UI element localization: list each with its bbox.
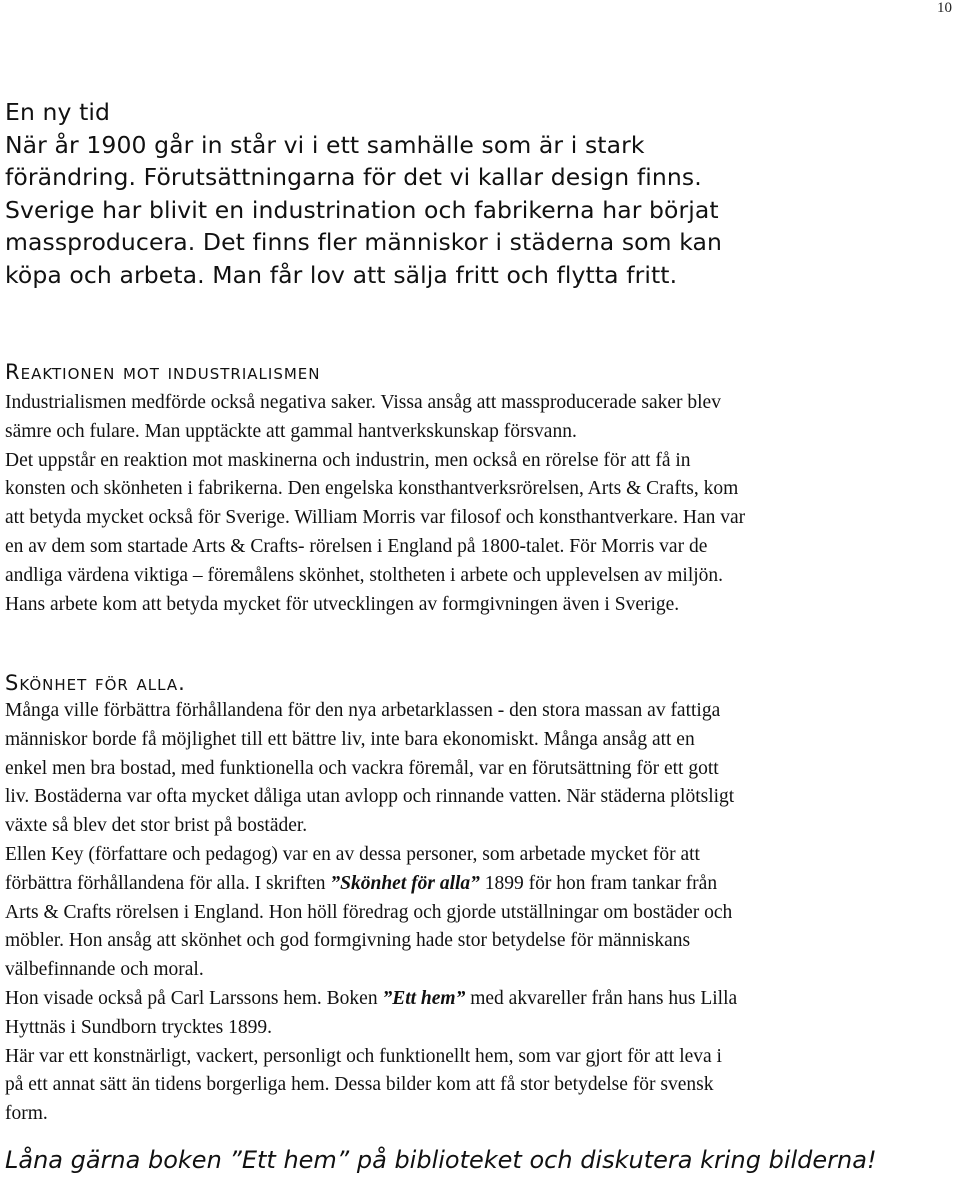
- body-line: Arts & Crafts rörelsen i England. Hon höll föredrag och gjorde utställningar om bostäder och: [5, 901, 733, 923]
- intro-line: En ny tid: [5, 98, 111, 126]
- book-title-ett-hem: ”Ett hem”: [382, 987, 466, 1009]
- section-heading-reaktionen: Reaktionen mot industrialismen: [5, 360, 321, 384]
- intro-line: När år 1900 går in står vi i ett samhälle som är i stark: [5, 130, 645, 159]
- book-title-skonhet: ”Skönhet för alla”: [330, 872, 480, 894]
- body-line: en av dem som startade Arts & Crafts- rörelsen i England på 1800-talet. För Morris var de: [5, 535, 708, 557]
- body-line-with-title: [5, 985, 955, 1014]
- body-line: form.: [5, 1103, 48, 1125]
- body-line: Här var ett konstnärligt, vackert, personligt och funktionellt hem, som var gjort för att leva i: [5, 1045, 722, 1067]
- section-body-reaktionen: [5, 389, 955, 619]
- body-line: Ellen Key (författare och pedagog) var en av dessa personer, som arbetade mycket för att: [5, 843, 700, 865]
- body-line: andliga värdena viktiga – föremålens skönhet, stoltheten i arbete och upplevelsen av miljön.: [5, 564, 724, 586]
- body-line: konsten och skönheten i fabrikerna. Den engelska konsthantverksrörelsen, Arts & Crafts, kom: [5, 478, 739, 500]
- body-line: möbler. Hon ansåg att skönhet och god formgivning hade stor betydelse för människans: [5, 930, 691, 952]
- body-line: människor borde få möjlighet till ett bättre liv, inte bara ekonomiskt. Många ansåg att en: [5, 728, 695, 750]
- section-heading-skonhet: Skönhet för alla.: [5, 671, 186, 695]
- text-run: Hon visade också på Carl Larssons hem. Boken: [5, 987, 383, 1009]
- body-line: Många ville förbättra förhållandena för den nya arbetarklassen - den stora massan av fattiga: [5, 700, 721, 721]
- intro-line: förändring. Förutsättningarna för det vi kallar design finns.: [5, 163, 702, 191]
- intro-line: Sverige har blivit en industrination och fabrikerna har börjat: [5, 195, 719, 224]
- intro-line: köpa och arbeta. Man får lov att sälja fritt och flytta fritt.: [5, 260, 678, 289]
- body-line: växte så blev det stor brist på bostäder.: [5, 815, 308, 837]
- closing-note: Låna gärna boken ”Ett hem” på biblioteket och diskutera kring bilderna!: [5, 1146, 877, 1174]
- intro-line: massproducera. Det finns fler människor i städerna som kan: [5, 228, 722, 256]
- section-body-skonhet: [5, 697, 955, 1129]
- text-run: förbättra förhållandena för alla. I skriften: [5, 872, 331, 894]
- body-line: på ett annat sätt än tidens borgerliga hem. Dessa bilder kom att få stor betydelse för svensk: [5, 1074, 714, 1096]
- body-line: Det uppstår en reaktion mot maskinerna och industrin, men också en rörelse för att få in: [5, 449, 691, 471]
- body-line: liv. Bostäderna var ofta mycket dåliga utan avlopp och rinnande vatten. När städerna plötsligt: [5, 786, 735, 808]
- body-line: välbefinnande och moral.: [5, 959, 204, 981]
- body-line: Industrialismen medförde också negativa saker. Vissa ansåg att massproducerade saker blev: [5, 392, 721, 413]
- body-line: att betyda mycket också för Sverige. William Morris var filosof och konsthantverkare. Han var: [5, 507, 746, 529]
- body-line: enkel men bra bostad, med funktionella och vackra föremål, var en förutsättning för ett gott: [5, 757, 719, 779]
- text-run: 1899 för hon fram tankar från: [479, 872, 718, 894]
- body-line-with-title: [5, 870, 955, 899]
- intro-section: [5, 96, 945, 291]
- body-line: sämre och fulare. Man upptäckte att gammal hantverkskunskap försvann.: [5, 420, 577, 442]
- body-line: Hyttnäs i Sundborn trycktes 1899.: [5, 1016, 273, 1038]
- body-line: Hans arbete kom att betyda mycket för utvecklingen av formgivningen även i Sverige.: [5, 593, 680, 615]
- text-run: med akvareller från hans hus Lilla: [465, 987, 738, 1009]
- page-number: 10: [937, 0, 952, 16]
